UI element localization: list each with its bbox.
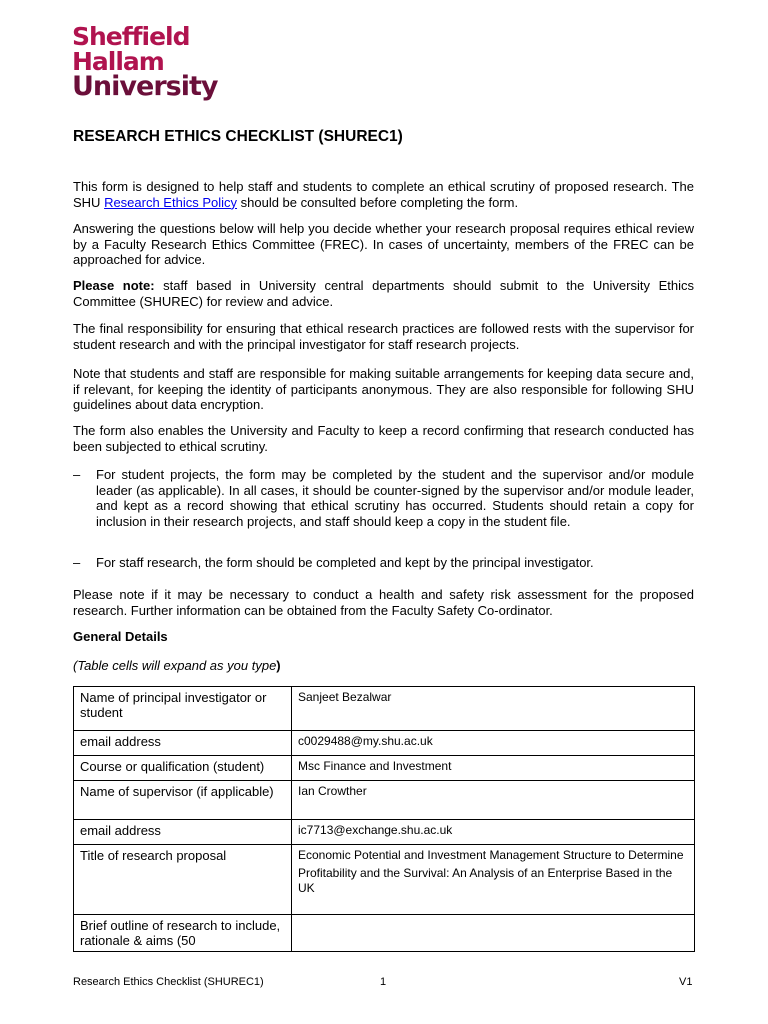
- field-label: email address: [74, 731, 292, 756]
- value-line: Economic Potential and Investment Management Structure to Determine: [298, 848, 684, 862]
- bold-label: Please note:: [73, 278, 155, 293]
- table-note: [73, 658, 694, 674]
- page-title: RESEARCH ETHICS CHECKLIST (SHUREC1): [73, 128, 403, 145]
- page-number: 1: [380, 976, 387, 988]
- field-label: email address: [74, 820, 292, 845]
- section-heading: General Details: [73, 629, 168, 644]
- table-row: [74, 731, 695, 756]
- table-row: [74, 915, 695, 952]
- field-label: Name of principal investigator or student: [74, 687, 292, 731]
- text: staff based in University central departments should submit to the University Ethics Committee (SHUREC) for review and advice.: [73, 278, 694, 309]
- logo-line: Sheffield: [72, 22, 190, 51]
- field-label: Course or qualification (student): [74, 756, 292, 781]
- paragraph: Note that students and staff are responsible for making suitable arrangements for keeping data secure and, if relevant, for keeping the identity of participants anonymous. They are also responsible for following SHU guidelines about data encryption.: [73, 366, 694, 412]
- table-row: [74, 820, 695, 845]
- value-line: c0029488@my.shu.ac.uk: [298, 734, 433, 748]
- field-label: Brief outline of research to include, rationale & aims (50: [74, 915, 292, 952]
- table-row: [74, 756, 695, 781]
- table-row: [74, 687, 695, 731]
- text: This form is designed to help staff and students to complete an ethical scrutiny of proposed research. The SHU: [73, 179, 694, 210]
- value-line: Profitability and the Survival: An Analysis of an Enterprise Based in the UK: [298, 866, 673, 895]
- university-logo: [72, 22, 218, 102]
- field-value[interactable]: [292, 820, 695, 845]
- field-value[interactable]: [292, 687, 695, 731]
- please-note-paragraph: [73, 278, 694, 309]
- logo-line: Hallam: [72, 47, 164, 76]
- logo-line: University: [72, 71, 218, 102]
- value-line: Ian Crowther: [298, 784, 367, 798]
- field-value[interactable]: [292, 756, 695, 781]
- note-close: ): [276, 658, 281, 673]
- bullet-text: For staff research, the form should be completed and kept by the principal investigator.: [96, 555, 594, 570]
- paragraph: The final responsibility for ensuring that ethical research practices are followed rests with the supervisor for student research and with the principal investigator for staff research projects.: [73, 321, 694, 352]
- text: should be consulted before completing the form.: [237, 194, 519, 210]
- table-row: [74, 845, 695, 915]
- field-value[interactable]: [292, 781, 695, 820]
- bullet-item: [73, 555, 694, 571]
- table-row: [74, 781, 695, 820]
- paragraph: Please note if it may be necessary to conduct a health and safety risk assessment for the proposed research. Further information can be obtained from the Faculty Safety Co-ordinator.: [73, 587, 694, 618]
- field-value[interactable]: [292, 845, 695, 915]
- note-text: (Table cells will expand as you type: [73, 658, 277, 673]
- bullet-item: [73, 467, 694, 529]
- paragraph: The form also enables the University and Faculty to keep a record confirming that research conducted has been subjected to ethical scrutiny.: [73, 423, 694, 454]
- footer-title: Research Ethics Checklist (SHUREC1): [73, 976, 264, 988]
- field-value[interactable]: [292, 731, 695, 756]
- intro-paragraph: [73, 179, 694, 210]
- field-label: Name of supervisor (if applicable): [74, 781, 292, 820]
- dash: –: [73, 467, 81, 482]
- bullet-text: For student projects, the form may be completed by the student and the supervisor and/or module leader (as applicable). In all cases, it should be counter-signed by the supervisor and/or module leader, and kept as a record showing that ethical scrutiny has occurred. Students should retain a copy for inclusion in their research projects, and staff should keep a copy in the student file.: [96, 467, 694, 529]
- field-label: Title of research proposal: [74, 845, 292, 915]
- value-line: Sanjeet Bezalwar: [298, 690, 392, 704]
- version: V1: [679, 976, 693, 988]
- dash: –: [73, 555, 81, 570]
- paragraph: Answering the questions below will help you decide whether your research proposal requires ethical review by a Faculty Research Ethics Committee (FREC). In cases of uncertainty, members of the FREC can be approached for advice.: [73, 221, 694, 267]
- field-value[interactable]: [292, 915, 695, 952]
- research-ethics-policy-link[interactable]: Research Ethics Policy: [104, 194, 238, 210]
- value-line: Msc Finance and Investment: [298, 759, 452, 773]
- general-details-table: [73, 686, 695, 952]
- value-line: ic7713@exchange.shu.ac.uk: [298, 823, 453, 837]
